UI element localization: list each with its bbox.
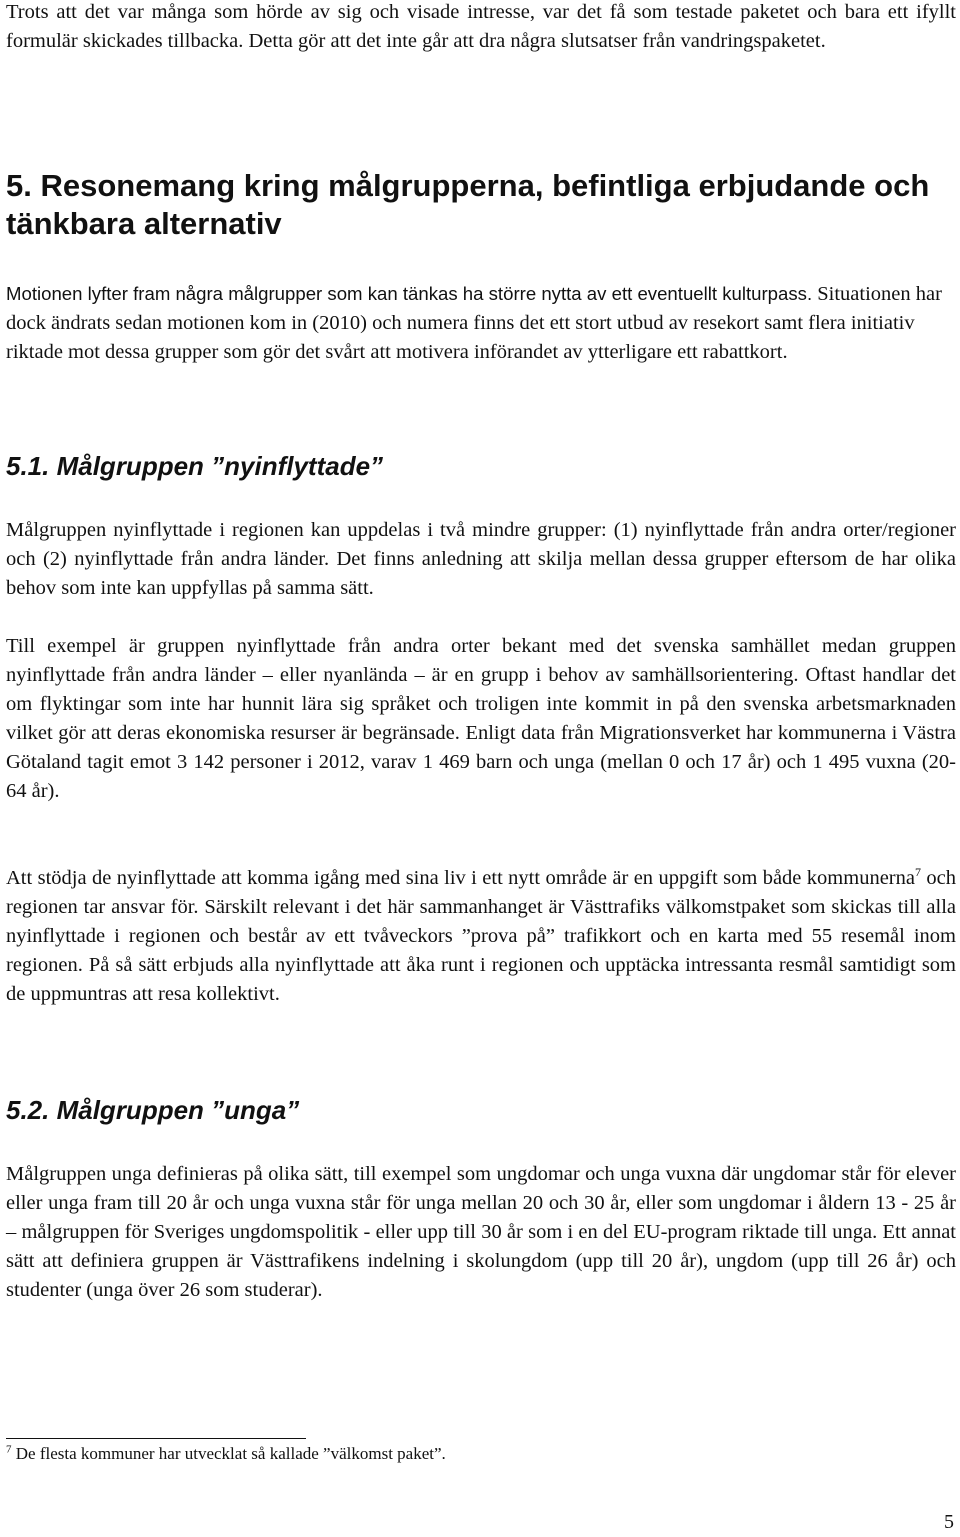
- section-5-1-paragraph-3: [6, 864, 956, 1009]
- footnote-reference: 7: [914, 865, 921, 880]
- intro-paragraph: Trots att det var många som hörde av sig och visade intresse, var det få som testade paketet och bara ett ifyllt formulär skickades tillbacka. Detta gör att det inte går att dra några slutsatser från vandringspaketet.: [6, 1, 956, 52]
- page-number: 5: [944, 1511, 954, 1533]
- section-5-1-paragraph-2: Till exempel är gruppen nyinflyttade från andra orter bekant med det svenska samhället medan gruppen nyinflyttade från andra länder – eller nyanlända – är en grupp i behov av samhällsorientering. Oftast handlar det om flyktingar som inte har hunnit lära sig språket och troligen inte kommit in på den svenska arbetsmarknaden vilket gör att deras ekonomiska resurser är begränsade. Enligt data från Migrationsverket har kommunerna i Västra Götaland tagit emot 3 142 personer i 2012, varav 1 469 barn och unga (mellan 0 och 17 år) och 1 495 vuxna (20- 64 år).: [6, 635, 956, 802]
- section-5-1-paragraph-3-start: Att stödja de nyinflyttade att komma igång med sina liv i ett nytt område är en uppgift som både kommunerna: [6, 867, 915, 889]
- section-5-1-paragraph-3-end: och regionen tar ansvar för. Särskilt relevant i det här sammanhanget är Västtrafiks välkomstpaket som skickas till alla nyinflyttade i regionen och består av ett tvåveckors ”prova på” trafikkort och en karta med 55 resemål inom regionen. På så sätt erbjuds alla nyinflyttade att åka runt i regionen och upptäcka intressanta resmål samtidigt som de uppmuntras att resa kollektivt.: [6, 867, 956, 1005]
- footnote-separator: [6, 1438, 306, 1439]
- section-5-heading: 5. Resonemang kring målgrupperna, befintliga erbjudande och tänkbara alternativ: [6, 168, 930, 241]
- footnote: [6, 1442, 446, 1466]
- section-5-1-paragraph-1: Målgruppen nyinflyttade i regionen kan uppdelas i två mindre grupper: (1) nyinflyttade från andra orter/regioner och (2) nyinflyttade från andra länder. Det finns anledning att skilja mellan dessa grupper eftersom de har olika behov som inte kan uppfyllas på samma sätt.: [6, 519, 956, 599]
- section-5-paragraph-sans-part: Motionen lyfter fram några målgrupper som kan tänkas ha större nytta av ett eventuellt kulturpass.: [6, 283, 813, 304]
- section-5-2-heading: 5.2. Målgruppen ”unga”: [6, 1095, 300, 1125]
- section-5-2-paragraph-1: Målgruppen unga definieras på olika sätt, till exempel som ungdomar och unga vuxna där ungdomar står för elever eller unga fram till 20 år och unga vuxna står för unga mellan 20 och 30 år, eller som ungdomar i åldern 13 - 25 år – målgruppen för Sveriges ungdomspolitik - eller upp till 30 år som i en del EU-program riktade till unga. Ett annat sätt att definiera gruppen är Västtrafikens indelning i skolungdom (upp till 20 år), ungdom (upp till 26 år) och studenter (unga över 26 som studerar).: [6, 1163, 956, 1301]
- section-5-1-heading: 5.1. Målgruppen ”nyinflyttade”: [6, 451, 384, 481]
- section-5-paragraph: [6, 279, 956, 367]
- section-5-paragraph-serif-part: Situationen har dock ändrats sedan motionen kom in (2010) och numera finns det ett stort utbud av resekort samt flera initiativ riktade mot dessa grupper som gör det svårt att motivera införandet av ytterligare ett rabattkort.: [6, 283, 942, 363]
- footnote-number: 7: [6, 1443, 12, 1456]
- footnote-text: De flesta kommuner har utvecklat så kallade ”välkomst paket”.: [11, 1444, 446, 1463]
